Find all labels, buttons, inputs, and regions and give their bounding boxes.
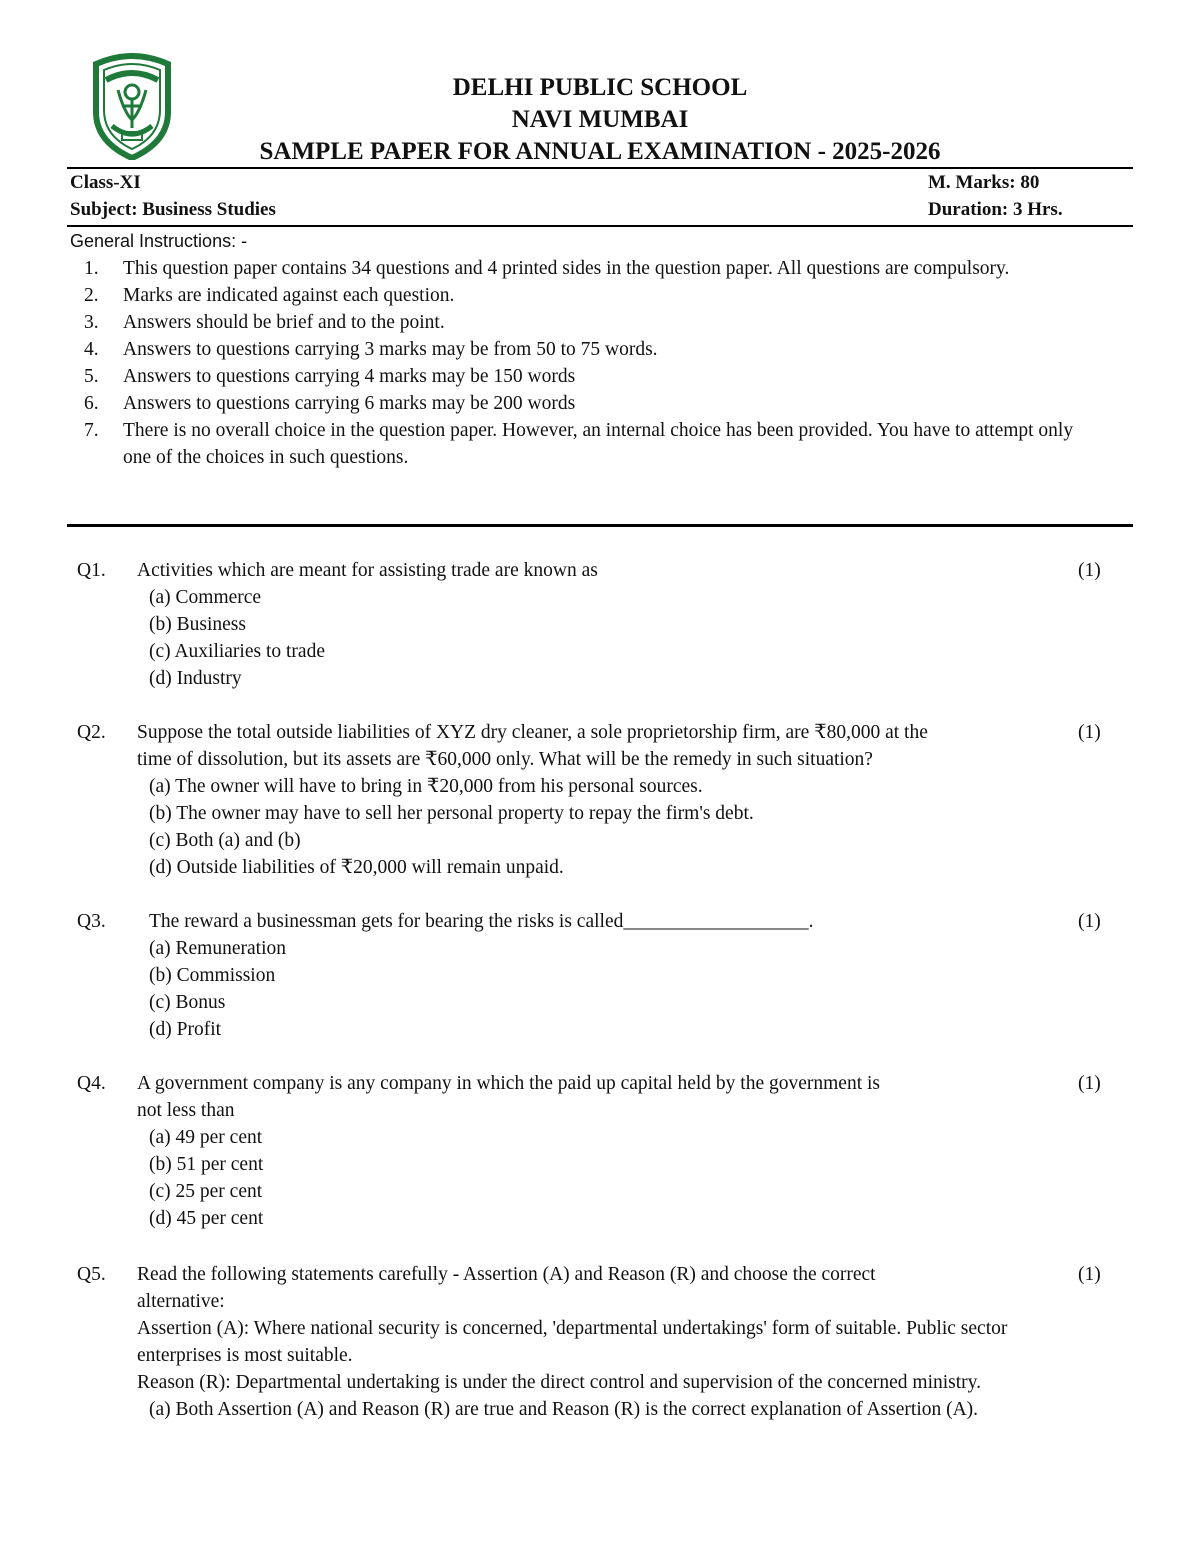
instruction-text: This question paper contains 34 questions and 4 printed sides in the question paper. All questions are compulsory. (123, 258, 1010, 279)
instruction-text: Answers to questions carrying 3 marks may be from 50 to 75 words. (123, 339, 658, 360)
question-text: Activities which are meant for assisting trade are known as (137, 560, 598, 581)
question-number: Q4. (77, 1073, 106, 1094)
question-text-line-1: Suppose the total outside liabilities of XYZ dry cleaner, a sole proprietorship firm, are ₹80,000 at the (137, 722, 928, 743)
question-marks: (1) (1078, 1264, 1101, 1285)
assertion-statement: Assertion (A): Where national security is concerned, 'departmental undertakings' form of suitable. Public sector enterprises is most suitable. (137, 1318, 1008, 1366)
instruction-item (0, 417, 1200, 471)
max-marks-label: M. Marks: 80 (928, 172, 1040, 193)
instructions-list (0, 255, 1200, 471)
answer-option: (b) Commission (149, 965, 276, 986)
answer-option: (c) Auxiliaries to trade (149, 641, 325, 662)
class-label: Class-XI (70, 172, 141, 193)
instructions-title: General Instructions: - (70, 231, 248, 251)
answer-option: (a) Remuneration (149, 938, 286, 959)
instruction-number: 7. (84, 420, 99, 441)
instruction-number: 1. (84, 258, 99, 279)
question-marks: (1) (1078, 722, 1101, 743)
question-1 (0, 557, 1200, 692)
header-divider-top (67, 167, 1133, 169)
question-text: The reward a businessman gets for bearing the risks is called___________________. (149, 911, 814, 932)
question-marks: (1) (1078, 1073, 1101, 1094)
answer-option: (c) Bonus (149, 992, 226, 1013)
reason-statement: Reason (R): Departmental undertaking is under the direct control and supervision of the concerned ministry. (137, 1372, 982, 1393)
question-3 (0, 908, 1200, 1043)
instruction-item (0, 336, 1200, 363)
question-marks: (1) (1078, 560, 1101, 581)
instruction-text: Answers to questions carrying 6 marks may be 200 words (123, 393, 576, 414)
answer-option: (b) The owner may have to sell her personal property to repay the firm's debt. (149, 803, 754, 824)
instruction-number: 4. (84, 339, 99, 360)
instruction-number: 6. (84, 393, 99, 414)
school-location: NAVI MUMBAI (511, 106, 689, 133)
question-5 (0, 1261, 1200, 1423)
instruction-text: Marks are indicated against each question. (123, 285, 455, 306)
answer-option: (a) Both Assertion (A) and Reason (R) are true and Reason (R) is the correct explanation of Assertion (A). (149, 1399, 979, 1420)
answer-option: (d) 45 per cent (149, 1208, 264, 1229)
question-text-line-2: alternative: (137, 1291, 225, 1312)
question-4 (0, 1070, 1200, 1232)
question-2 (0, 719, 1200, 881)
question-text-line-1: Read the following statements carefully - Assertion (A) and Reason (R) and choose the correct (137, 1264, 876, 1285)
question-text-line-2: time of dissolution, but its assets are ₹60,000 only. What will be the remedy in such situation? (137, 749, 873, 770)
instruction-item (0, 309, 1200, 336)
answer-option: (d) Industry (149, 668, 242, 689)
instruction-item (0, 363, 1200, 390)
exam-title: SAMPLE PAPER FOR ANNUAL EXAMINATION - 2025-2026 (259, 138, 941, 165)
question-number: Q3. (77, 911, 106, 932)
header-divider-bottom (67, 225, 1133, 227)
answer-option: (d) Outside liabilities of ₹20,000 will remain unpaid. (149, 857, 564, 878)
answer-option: (a) The owner will have to bring in ₹20,000 from his personal sources. (149, 776, 703, 797)
instructions-divider (67, 524, 1133, 527)
instruction-text: Answers to questions carrying 4 marks may be 150 words (123, 366, 576, 387)
instruction-number: 3. (84, 312, 99, 333)
answer-option: (d) Profit (149, 1019, 222, 1040)
question-number: Q2. (77, 722, 106, 743)
subject-label: Subject: Business Studies (70, 199, 276, 220)
question-marks: (1) (1078, 911, 1101, 932)
answer-option: (a) 49 per cent (149, 1127, 263, 1148)
answer-option: (c) Both (a) and (b) (149, 830, 301, 851)
instruction-text: Answers should be brief and to the point. (123, 312, 445, 333)
answer-option: (b) 51 per cent (149, 1154, 264, 1175)
answer-option: (b) Business (149, 614, 246, 635)
question-number: Q1. (77, 560, 106, 581)
instruction-item (0, 255, 1200, 282)
answer-option: (c) 25 per cent (149, 1181, 263, 1202)
instruction-number: 5. (84, 366, 99, 387)
instruction-text: There is no overall choice in the question paper. However, an internal choice has been provided. You have to attempt only one of the choices in such questions. (123, 420, 1074, 468)
instruction-item (0, 390, 1200, 417)
question-text-line-2: not less than (137, 1100, 235, 1121)
instruction-item (0, 282, 1200, 309)
school-name: DELHI PUBLIC SCHOOL (452, 74, 748, 101)
instruction-number: 2. (84, 285, 99, 306)
answer-option: (a) Commerce (149, 587, 262, 608)
question-text-line-1: A government company is any company in which the paid up capital held by the government is (137, 1073, 880, 1094)
question-number: Q5. (77, 1264, 106, 1285)
duration-label: Duration: 3 Hrs. (928, 199, 1063, 220)
